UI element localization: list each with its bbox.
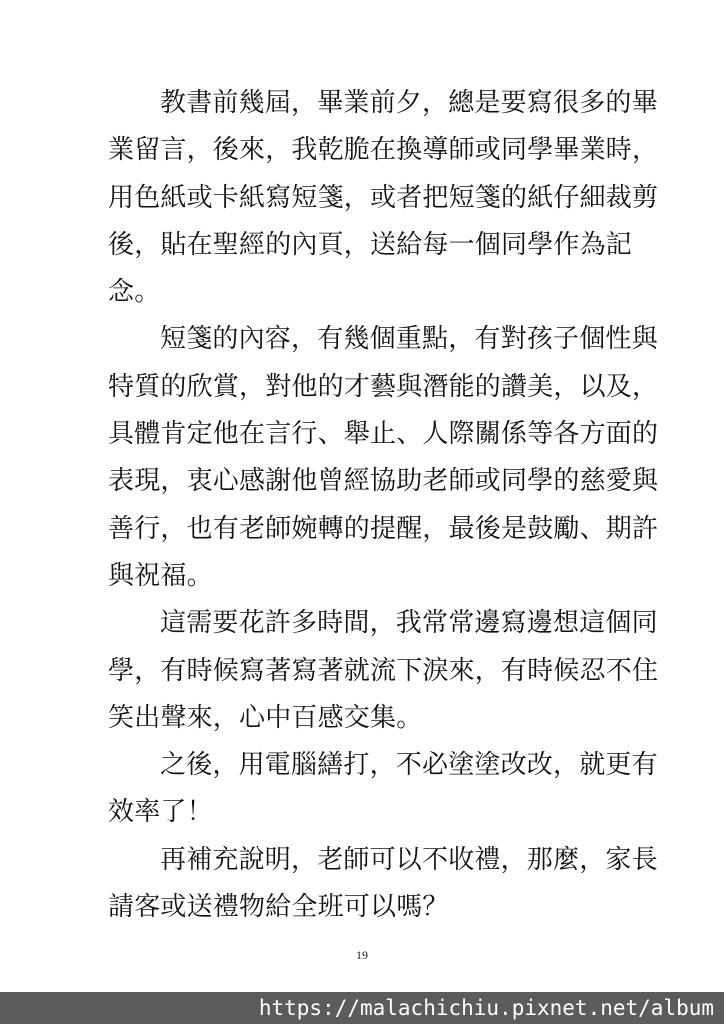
paragraph-3-line-3: 笑出聲來，心中百感交集。	[108, 702, 423, 733]
paragraph-1-line-2: 業留言，後來，我乾脆在換導師或同學畢業時，	[108, 135, 659, 166]
page-number: 19	[356, 948, 368, 962]
paragraph-1-line-4: 後，貼在聖經的內頁，送給每一個同學作為記	[108, 229, 633, 260]
watermark-bar	[0, 992, 724, 1024]
watermark-url: https://malachichiu.pixnet.net/album	[258, 996, 714, 1020]
paragraph-2-line-3: 具體肯定他在言行、舉止、人際關係等各方面的	[108, 419, 659, 450]
paragraph-5-line-2: 請客或送禮物給全班可以嗎？	[108, 892, 449, 923]
paragraph-4-line-1: 之後，用電腦繕打，不必塗塗改改，就更有	[160, 750, 658, 781]
paragraph-2-line-5: 善行，也有老師婉轉的提醒，最後是鼓勵、期許	[108, 513, 659, 544]
paragraph-2-line-6: 與祝福。	[108, 560, 213, 591]
paragraph-4-line-2: 效率了！	[108, 797, 213, 828]
paragraph-5-line-1: 再補充說明，老師可以不收禮，那麼，家長	[160, 844, 658, 875]
paragraph-1-line-5: 念。	[108, 277, 161, 308]
paragraph-1-line-1: 教書前幾屆，畢業前夕，總是要寫很多的畢	[160, 88, 658, 118]
paragraph-2-line-2: 特質的欣賞，對他的才藝與潛能的讚美，以及，	[108, 371, 659, 402]
body-text	[108, 80, 659, 931]
paragraph-3-line-2: 學，有時候寫著寫著就流下淚來，有時候忍不住	[108, 655, 659, 686]
paragraph-1-line-3: 用色紙或卡紙寫短箋，或者把短箋的紙仔細裁剪	[108, 182, 659, 213]
paragraph-3-line-1: 這需要花許多時間，我常常邊寫邊想這個同	[160, 608, 658, 639]
paragraph-2-line-4: 表現，衷心感謝他曾經協助老師或同學的慈愛與	[108, 466, 659, 497]
paragraph-2-line-1: 短箋的內容，有幾個重點，有對孩子個性與	[160, 324, 658, 355]
